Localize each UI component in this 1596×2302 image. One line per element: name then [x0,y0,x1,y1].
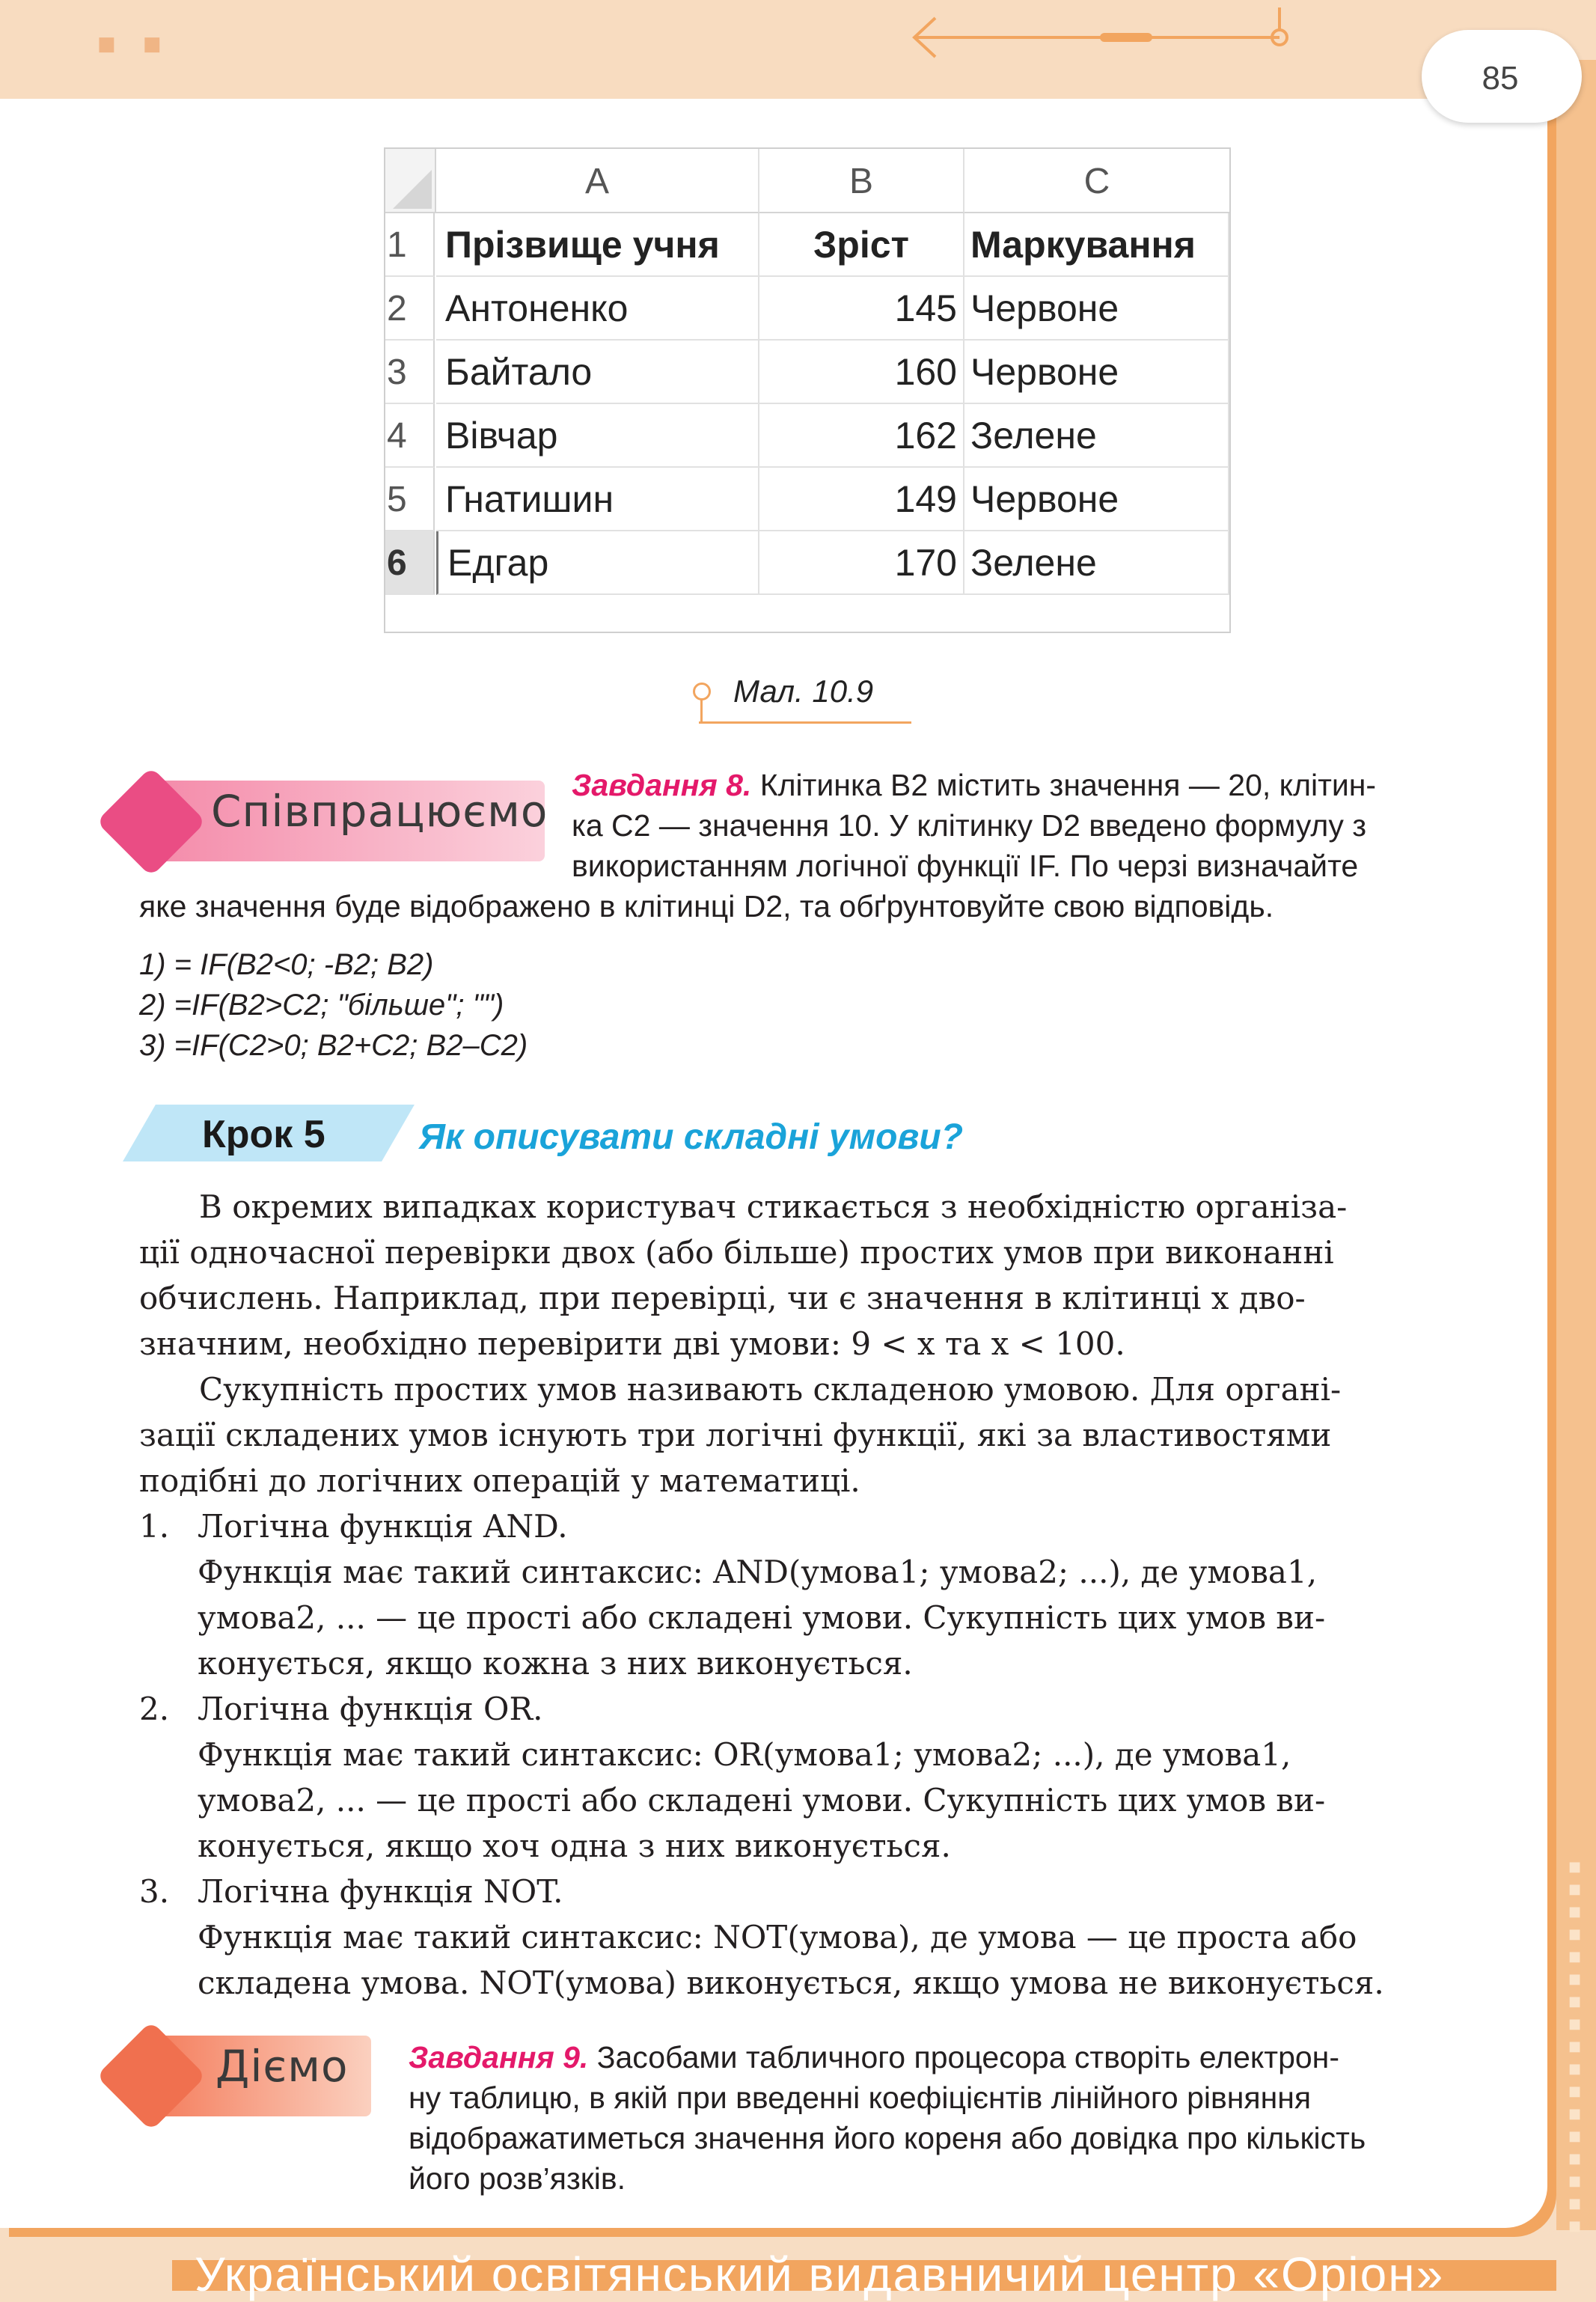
task8-line: використанням логічної функції IF. По черзі визначайте [572,849,1359,883]
list-number: 1. [139,1508,170,1545]
caption-pin-icon [693,683,711,700]
caption-underline [699,721,911,724]
list-number: 2. [139,1691,170,1727]
row-header: 5 [385,468,435,531]
list-item-or [198,1686,1467,1869]
table-cell: Маркування [964,213,1229,277]
table-cell: Червоне [964,277,1229,341]
row-header: 2 [385,277,435,341]
top-dots-decoration: ■ ■ [97,33,172,55]
text-line: В окремих випадках користувач стикається з необхідністю організа- [199,1188,1348,1225]
task8-line: яке значення буде відображено в клітинці D2, та обґрунтовуйте свою відповідь. [139,889,1274,923]
publisher-footer: Український освітянський видавничий центр «Оріон» [195,2247,1445,2301]
row-header: 3 [385,341,435,404]
step-title: Як описувати складні умови? [419,1117,964,1157]
task9-line: ну таблицю, в якій при введенні коефіцієнтів лінійного рівняння [409,2080,1312,2115]
task8-line: ка C2 — значення 10. У клітинку D2 введено формулу з [572,808,1367,843]
row-header: 4 [385,404,435,468]
text-line: значним, необхідно перевірити дві умови: 9 < x та x < 100. [139,1325,1125,1362]
list-item-title: Логічна функція OR. [198,1691,543,1727]
table-cell: Зелене [964,404,1229,468]
table-cell: Гнатишин [436,468,759,531]
table-cell: Прізвище учня [436,213,759,277]
table-cell: Зріст [759,213,964,277]
step-label: Крок 5 [202,1113,325,1156]
text-line: конується, якщо хоч одна з них виконується. [198,1828,951,1864]
collab-badge-label: Співпрацюємо [211,786,548,837]
text-line: Сукупність простих умов називають складеною умовою. Для органі- [199,1371,1342,1408]
table-cell: 160 [759,341,964,404]
arrow-decoration-icon [905,7,1294,60]
table-cell: 149 [759,468,964,531]
paragraph-2 [139,1367,1467,1503]
text-line: умова2, ... — це прості або складені умови. Сукупність цих умов ви- [198,1599,1326,1636]
column-header-a: A [436,149,759,213]
caption-stem [700,699,703,723]
text-line: ції одночасної перевірки двох (або більше) простих умов при виконанні [139,1234,1334,1271]
table-cell: 145 [759,277,964,341]
text-line: складена умова. NOT(умова) виконується, якщо умова не виконується. [198,1964,1384,2001]
list-item-not [198,1869,1467,2006]
table-cell: Байтало [436,341,759,404]
text-line: подібні до логічних операцій у математиці. [139,1462,860,1499]
right-dots-decoration: ■ ■ ■ ■ ■ ■ ■ ■ ■ ■ ■ ■ ■ ■ ■ ■ ■ [1568,1859,1582,2234]
list-item-title: Логічна функція AND. [198,1508,568,1545]
task8-lead: Завдання 8. [572,768,752,802]
formula-line: 1) = IF(B2<0; -B2; B2) [139,948,434,981]
page-number: 85 [1482,60,1519,97]
text-line: Функція має такий синтаксис: NOT(умова), де умова — це проста або [198,1919,1357,1956]
table-cell: Вівчар [436,404,759,468]
task8-paragraph [572,765,1467,805]
task9-line: відображатиметься значення його кореня або довідка про кількість [409,2121,1366,2155]
task8-line: Клітинка B2 містить значення — 20, клітин- [759,768,1377,802]
table-cell: Червоне [964,468,1229,531]
table-cell: Едгар [436,531,759,595]
column-header-c: C [964,149,1229,213]
table-cell: Антоненко [436,277,759,341]
task9-paragraph [409,2037,1467,2077]
task9-line: Засобами табличного процесора створіть електрон- [596,2040,1339,2074]
text-line: Функція має такий синтаксис: OR(умова1; умова2; ...), де умова1, [198,1736,1291,1773]
task9-line: його розв’язків. [409,2161,626,2196]
text-line: зації складених умов існують три логічні функції, які за властивостями [139,1417,1332,1453]
spreadsheet-figure [384,147,1231,633]
top-band [0,0,1596,99]
row-header: 1 [385,213,435,277]
text-line: конується, якщо кожна з них виконується. [198,1645,913,1682]
list-number: 3. [139,1873,170,1910]
text-line: обчислень. Наприклад, при перевірці, чи є значення в клітинці x дво- [139,1280,1306,1316]
formula-line: 2) =IF(B2>C2; "більше"; "") [139,989,504,1022]
column-header-b: B [759,149,964,213]
formula-line: 3) =IF(C2>0; B2+C2; B2–C2) [139,1029,528,1062]
select-all-corner [385,149,436,213]
table-cell: Червоне [964,341,1229,404]
table-cell: 162 [759,404,964,468]
text-line: Функція має такий синтаксис: AND(умова1; умова2; ...), де умова1, [198,1554,1318,1590]
list-item-title: Логічна функція NOT. [198,1873,563,1910]
row-header-active: 6 [385,531,435,595]
list-item-and [198,1503,1467,1686]
paragraph-1 [139,1184,1467,1367]
task9-lead: Завдання 9. [409,2040,589,2074]
table-cell: Зелене [964,531,1229,595]
table-cell: 170 [759,531,964,595]
figure-caption: Мал. 10.9 [733,674,874,709]
text-line: умова2, ... — це прості або складені умови. Сукупність цих умов ви- [198,1782,1326,1819]
act-badge-label: Діємо [215,2041,349,2092]
